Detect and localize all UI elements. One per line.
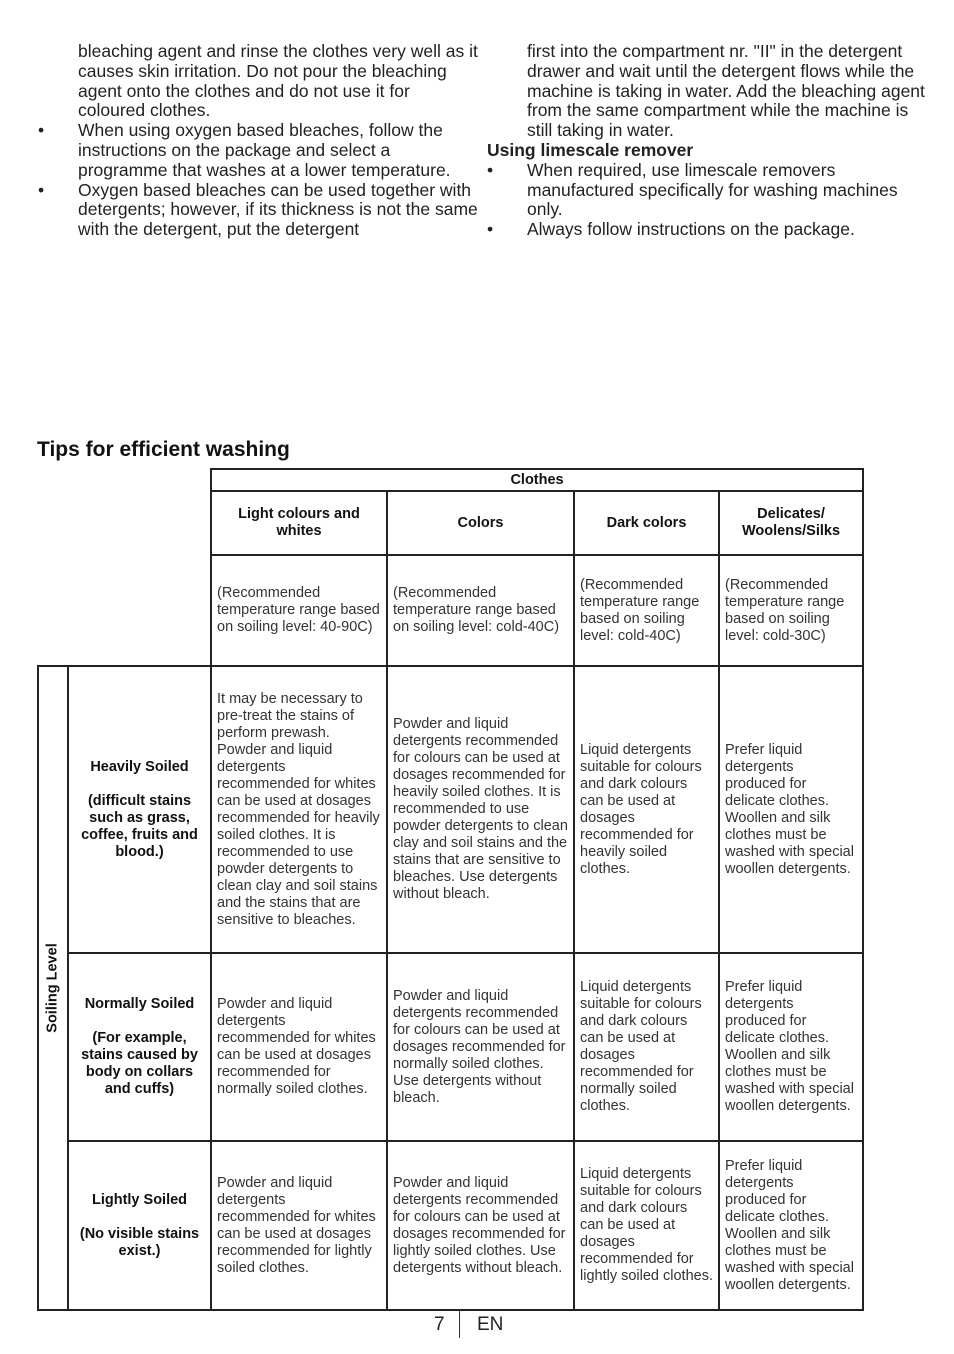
column-header: Light colours and whites xyxy=(211,491,387,555)
table-cell: Powder and liquid detergents recommended for whites can be used at dosages recommended for lightly soiled clothes. xyxy=(211,1141,387,1310)
temperature-range-cell: (Recommended temperature range based on soiling level: cold-40C) xyxy=(387,555,574,666)
washing-tips-table xyxy=(37,468,864,1311)
row-label-lightly-soiled xyxy=(68,1141,211,1310)
right-bullet-text: Always follow instructions on the package. xyxy=(527,219,855,240)
left-intro-text: bleaching agent and rinse the clothes very well as it causes skin irritation. Do not pour the bleaching agent onto the clothes and do not use it for coloured clothes. xyxy=(78,41,478,121)
table-cell: Powder and liquid detergents recommended for colours can be used at dosages recommended for heavily soiled clothes. It is recommended to use powder detergents to clean clay and soil stains and the stains that are sensitive to bleaches. Use detergents without bleach. xyxy=(387,666,574,953)
table-cell: It may be necessary to pre-treat the stains of perform prewash. Powder and liquid detergents recommended for whites can be used at dosages recommended for heavily soiled clothes. It is recommended to use powder detergents to clean clay and soil stains and the stains that are sensitive to bleaches. xyxy=(211,666,387,953)
temperature-range-cell: (Recommended temperature range based on soiling level: 40-90C) xyxy=(211,555,387,666)
table-cell: Powder and liquid detergents recommended for colours can be used at dosages recommended for lightly soiled clothes. Use detergents without bleach. xyxy=(387,1141,574,1310)
left-text-column xyxy=(38,42,478,240)
table-corner xyxy=(38,555,211,666)
table-cell: Prefer liquid detergents produced for delicate clothes. Woollen and silk clothes must be washed with special woollen detergents. xyxy=(719,1141,863,1310)
clothes-header: Clothes xyxy=(211,469,863,491)
row-label-example: (No visible stains exist.) xyxy=(79,1225,200,1259)
table-cell: Powder and liquid detergents recommended for colours can be used at dosages recommended for normally soiled clothes. Use detergents without bleach. xyxy=(387,953,574,1141)
left-bullet-item xyxy=(38,181,478,240)
right-bullet-item xyxy=(487,220,927,240)
column-header: Delicates/ Woolens/Silks xyxy=(719,491,863,555)
row-label-title: Lightly Soiled xyxy=(91,1191,188,1208)
bullet-marker: • xyxy=(487,219,494,240)
section-title: Tips for efficient washing xyxy=(37,438,290,461)
right-text-column xyxy=(487,42,927,240)
right-bullet-text: When required, use limescale removers manufactured specifically for washing machines only. xyxy=(527,159,898,220)
bullet-marker: • xyxy=(38,179,45,200)
row-label-normally-soiled xyxy=(68,953,211,1141)
bullet-marker: • xyxy=(38,120,45,141)
temperature-range-cell: (Recommended temperature range based on soiling level: cold-30C) xyxy=(719,555,863,666)
table-cell: Liquid detergents suitable for colours and dark colours can be used at dosages recommended for normally soiled clothes. xyxy=(574,953,719,1141)
column-header: Colors xyxy=(387,491,574,555)
limescale-subheading: Using limescale remover xyxy=(487,139,694,160)
row-label-title: Normally Soiled xyxy=(84,996,195,1012)
row-label-example: (For example, stains caused by body on collars and cuffs) xyxy=(81,1030,198,1097)
right-intro-text: first into the compartment nr. "II" in the detergent drawer and wait until the detergent flows while the machine is taking in water. Add the bleaching agent from the same compartment while the machine is still taking in water. xyxy=(527,41,925,141)
table-cell: Prefer liquid detergents produced for delicate clothes. Woollen and silk clothes must be washed with special woollen detergents. xyxy=(719,666,863,953)
language-code: EN xyxy=(477,1314,504,1335)
temperature-range-cell: (Recommended temperature range based on soiling level: cold-40C) xyxy=(574,555,719,666)
table-cell: Powder and liquid detergents recommended for whites can be used at dosages recommended for normally soiled clothes. xyxy=(211,953,387,1141)
soiling-level-cell xyxy=(38,666,68,1310)
table-corner xyxy=(38,469,211,491)
right-bullet-item xyxy=(487,161,927,220)
row-label-heavily-soiled xyxy=(68,666,211,953)
left-bullet-text: Oxygen based bleaches can be used together with detergents; however, if its thickness is not the same with the detergent, put the detergent xyxy=(78,179,478,240)
left-bullet-item xyxy=(38,121,478,180)
left-bullet-text: When using oxygen based bleaches, follow the instructions on the package and select a programme that washes at a lower temperature. xyxy=(78,120,451,180)
column-header: Dark colors xyxy=(574,491,719,555)
bullet-marker: • xyxy=(487,159,494,180)
footer-divider xyxy=(459,1311,460,1338)
soiling-level-label: Soiling Level xyxy=(44,943,61,1033)
table-corner xyxy=(38,491,211,555)
table-cell: Liquid detergents suitable for colours and dark colours can be used at dosages recommended for lightly soiled clothes. xyxy=(574,1141,719,1310)
table-cell: Liquid detergents suitable for colours and dark colours can be used at dosages recommended for heavily soiled clothes. xyxy=(574,666,719,953)
row-label-title: Heavily Soiled xyxy=(90,758,189,775)
row-label-example: (difficult stains such as grass, coffee, fruits and blood.) xyxy=(81,792,198,860)
table-cell: Prefer liquid detergents produced for delicate clothes. Woollen and silk clothes must be washed with special woollen detergents. xyxy=(719,953,863,1141)
page-number: 7 xyxy=(434,1314,445,1335)
